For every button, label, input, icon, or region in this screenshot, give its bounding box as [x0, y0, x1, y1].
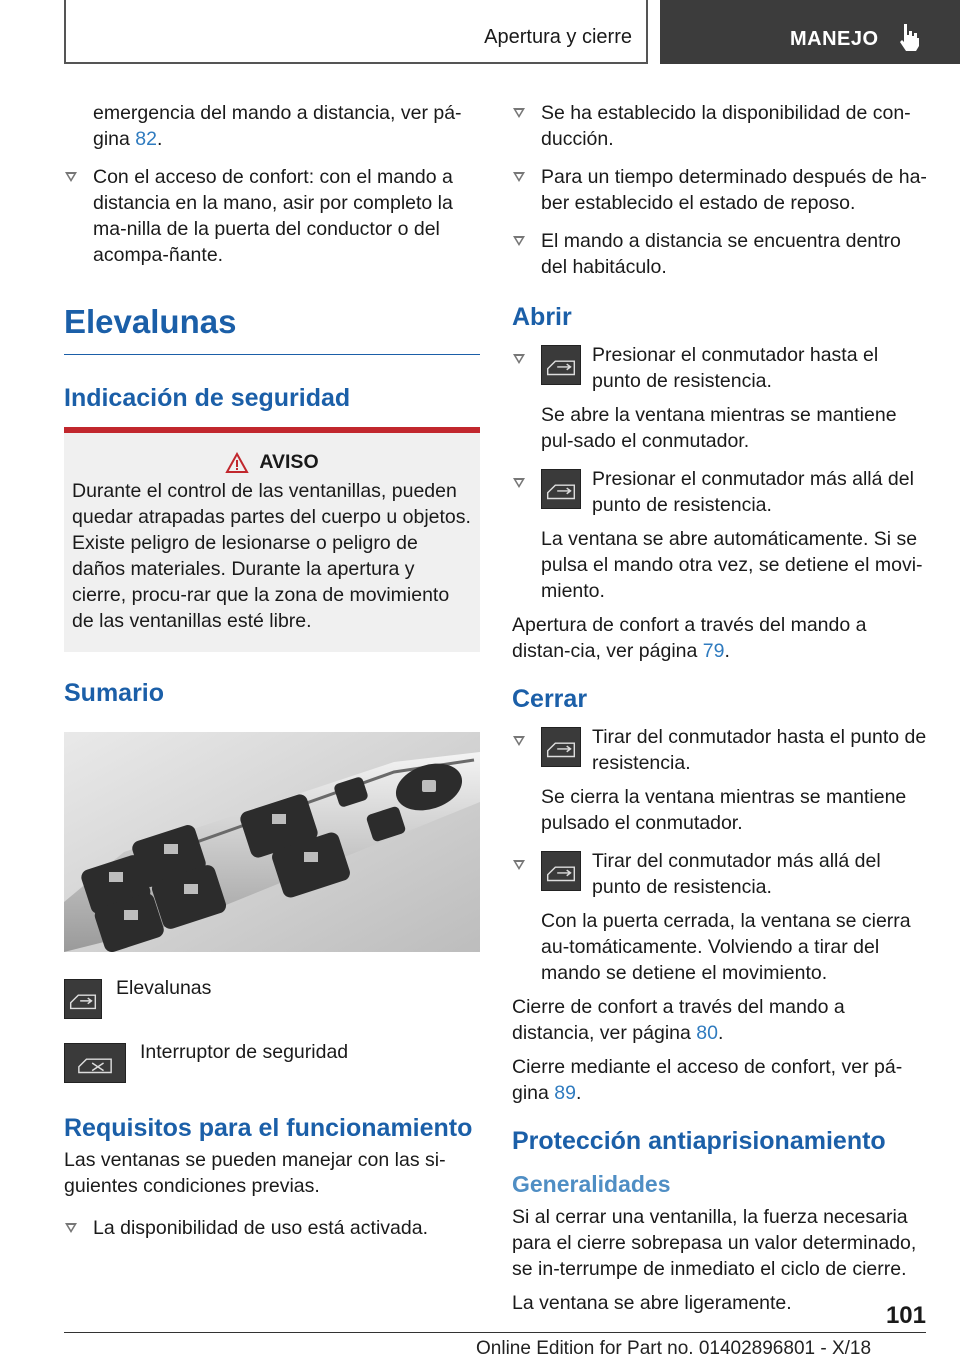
header-section-tab [64, 0, 648, 64]
heading-abrir: Abrir [512, 303, 572, 331]
list-item: Se ha establecido la disponibilidad de con-ducción. [512, 100, 928, 152]
heading-sumario: Sumario [64, 679, 165, 707]
legend-label: Elevalunas [116, 977, 212, 999]
generalidades-text: Si al cerrar una ventanilla, la fuerza necesaria para el cierre sobrepasa un valor determinado, se in-terrumpe de inmediato el ciclo de cierre. [512, 1206, 917, 1280]
list-item: Presionar el conmutador hasta el punto de resistencia. [512, 342, 928, 394]
bullet-triangle-icon [513, 354, 525, 364]
warning-triangle-icon [225, 452, 249, 474]
footer-edition: Online Edition for Part no. 01402896801 - X/18 [476, 1338, 872, 1359]
list-item: El mando a distancia se encuentra dentro del habitáculo. [512, 228, 928, 280]
heading-proteccion: Protección antiaprisionamiento [512, 1127, 886, 1155]
window-switch-icon [541, 851, 581, 891]
legend-safety-switch [64, 1039, 480, 1099]
cerrar-comfort-text: Cierre de confort a través del mando a distancia, ver página 80. [512, 996, 845, 1044]
bullet-triangle-icon [513, 478, 525, 488]
cerrar-access-text: Cierre mediante el acceso de confort, ver pá-gina 89. [512, 1056, 903, 1104]
list-item: Con el acceso de confort: con el mando a distancia en la mano, asir por completo la ma-nilla de la puerta del conductor o del acompa-ñante. [64, 164, 480, 268]
bullet-triangle-icon [513, 236, 525, 246]
list-item: Tirar del conmutador hasta el punto de resistencia. [512, 724, 928, 776]
requisitos-text: Las ventanas se pueden manejar con las si-guientes condiciones previas. [64, 1149, 446, 1197]
window-switch-icon [541, 469, 581, 509]
chapter-title: MANEJO [790, 28, 879, 50]
bullet-triangle-icon [65, 1223, 77, 1233]
warning-text: Durante el control de las ventanillas, pueden quedar atrapadas partes del cuerpo u objetos. Existe peligro de lesionarse o peligro de daños materiales. Durante la apertura y cierre, procu-rar que la zona de movimiento de las ventanillas esté libre. [72, 480, 471, 632]
chapter-tab[interactable] [660, 0, 960, 64]
heading-generalidades: Generalidades [512, 1171, 671, 1197]
window-switch-icon [64, 979, 102, 1019]
heading-indicacion: Indicación de seguridad [64, 384, 351, 412]
list-item: Para un tiempo determinado después de ha-ber establecido el estado de reposo. [512, 164, 928, 216]
legend-window-switch [64, 975, 480, 1035]
safety-switch-icon [64, 1043, 126, 1083]
abrir-comfort-text: Apertura de confort a través del mando a distan-cia, ver página 79. [512, 614, 867, 662]
cerrar-note-2: Con la puerta cerrada, la ventana se cierra au-tomáticamente. Volviendo a tirar del mando se detiene el movimiento. [541, 910, 911, 984]
page-link-79[interactable]: 79 [702, 640, 725, 662]
window-switch-icon [541, 727, 581, 767]
footer-divider [64, 1332, 926, 1333]
warning-box [64, 427, 480, 652]
heading-cerrar: Cerrar [512, 685, 588, 713]
bullet-triangle-icon [513, 172, 525, 182]
section-title: Apertura y cierre [484, 26, 632, 48]
bullet-triangle-icon [513, 736, 525, 746]
cerrar-note-1: Se cierra la ventana mientras se mantiene pulsado el conmutador. [541, 786, 907, 834]
legend-label: Interruptor de seguridad [140, 1041, 349, 1063]
list-item: Presionar el conmutador más allá del punto de resistencia. [512, 466, 928, 518]
page-number: 101 [885, 1302, 926, 1329]
bullet-triangle-icon [513, 860, 525, 870]
right-column [512, 100, 928, 1324]
abrir-note-2: La ventana se abre automáticamente. Si se pulsa el mando otra vez, se detiene el movi-miento. [541, 528, 923, 602]
abrir-note-1: Se abre la ventana mientras se mantiene pul-sado el conmutador. [541, 404, 897, 452]
heading-requisitos: Requisitos para el funcionamiento [64, 1114, 473, 1142]
heading-elevalunas: Elevalunas [64, 302, 480, 355]
page-link-89[interactable]: 89 [554, 1082, 576, 1104]
left-column [64, 100, 480, 1253]
warning-header [72, 451, 472, 474]
continued-text: emergencia del mando a distancia, ver pá-gina 82. [93, 102, 462, 150]
warning-title: AVISO [259, 451, 319, 473]
list-item: La disponibilidad de uso está activada. [64, 1215, 480, 1241]
page-link-80[interactable]: 80 [696, 1022, 718, 1044]
bullet-triangle-icon [65, 172, 77, 182]
bullet-triangle-icon [513, 108, 525, 118]
generalidades-text-2: La ventana se abre ligeramente. [512, 1292, 792, 1314]
page-link-82[interactable]: 82 [135, 128, 157, 150]
list-item: Tirar del conmutador más allá del punto de resistencia. [512, 848, 928, 900]
window-switch-panel-image [64, 732, 480, 952]
hand-pointer-icon [896, 22, 922, 52]
window-switch-icon [541, 345, 581, 385]
